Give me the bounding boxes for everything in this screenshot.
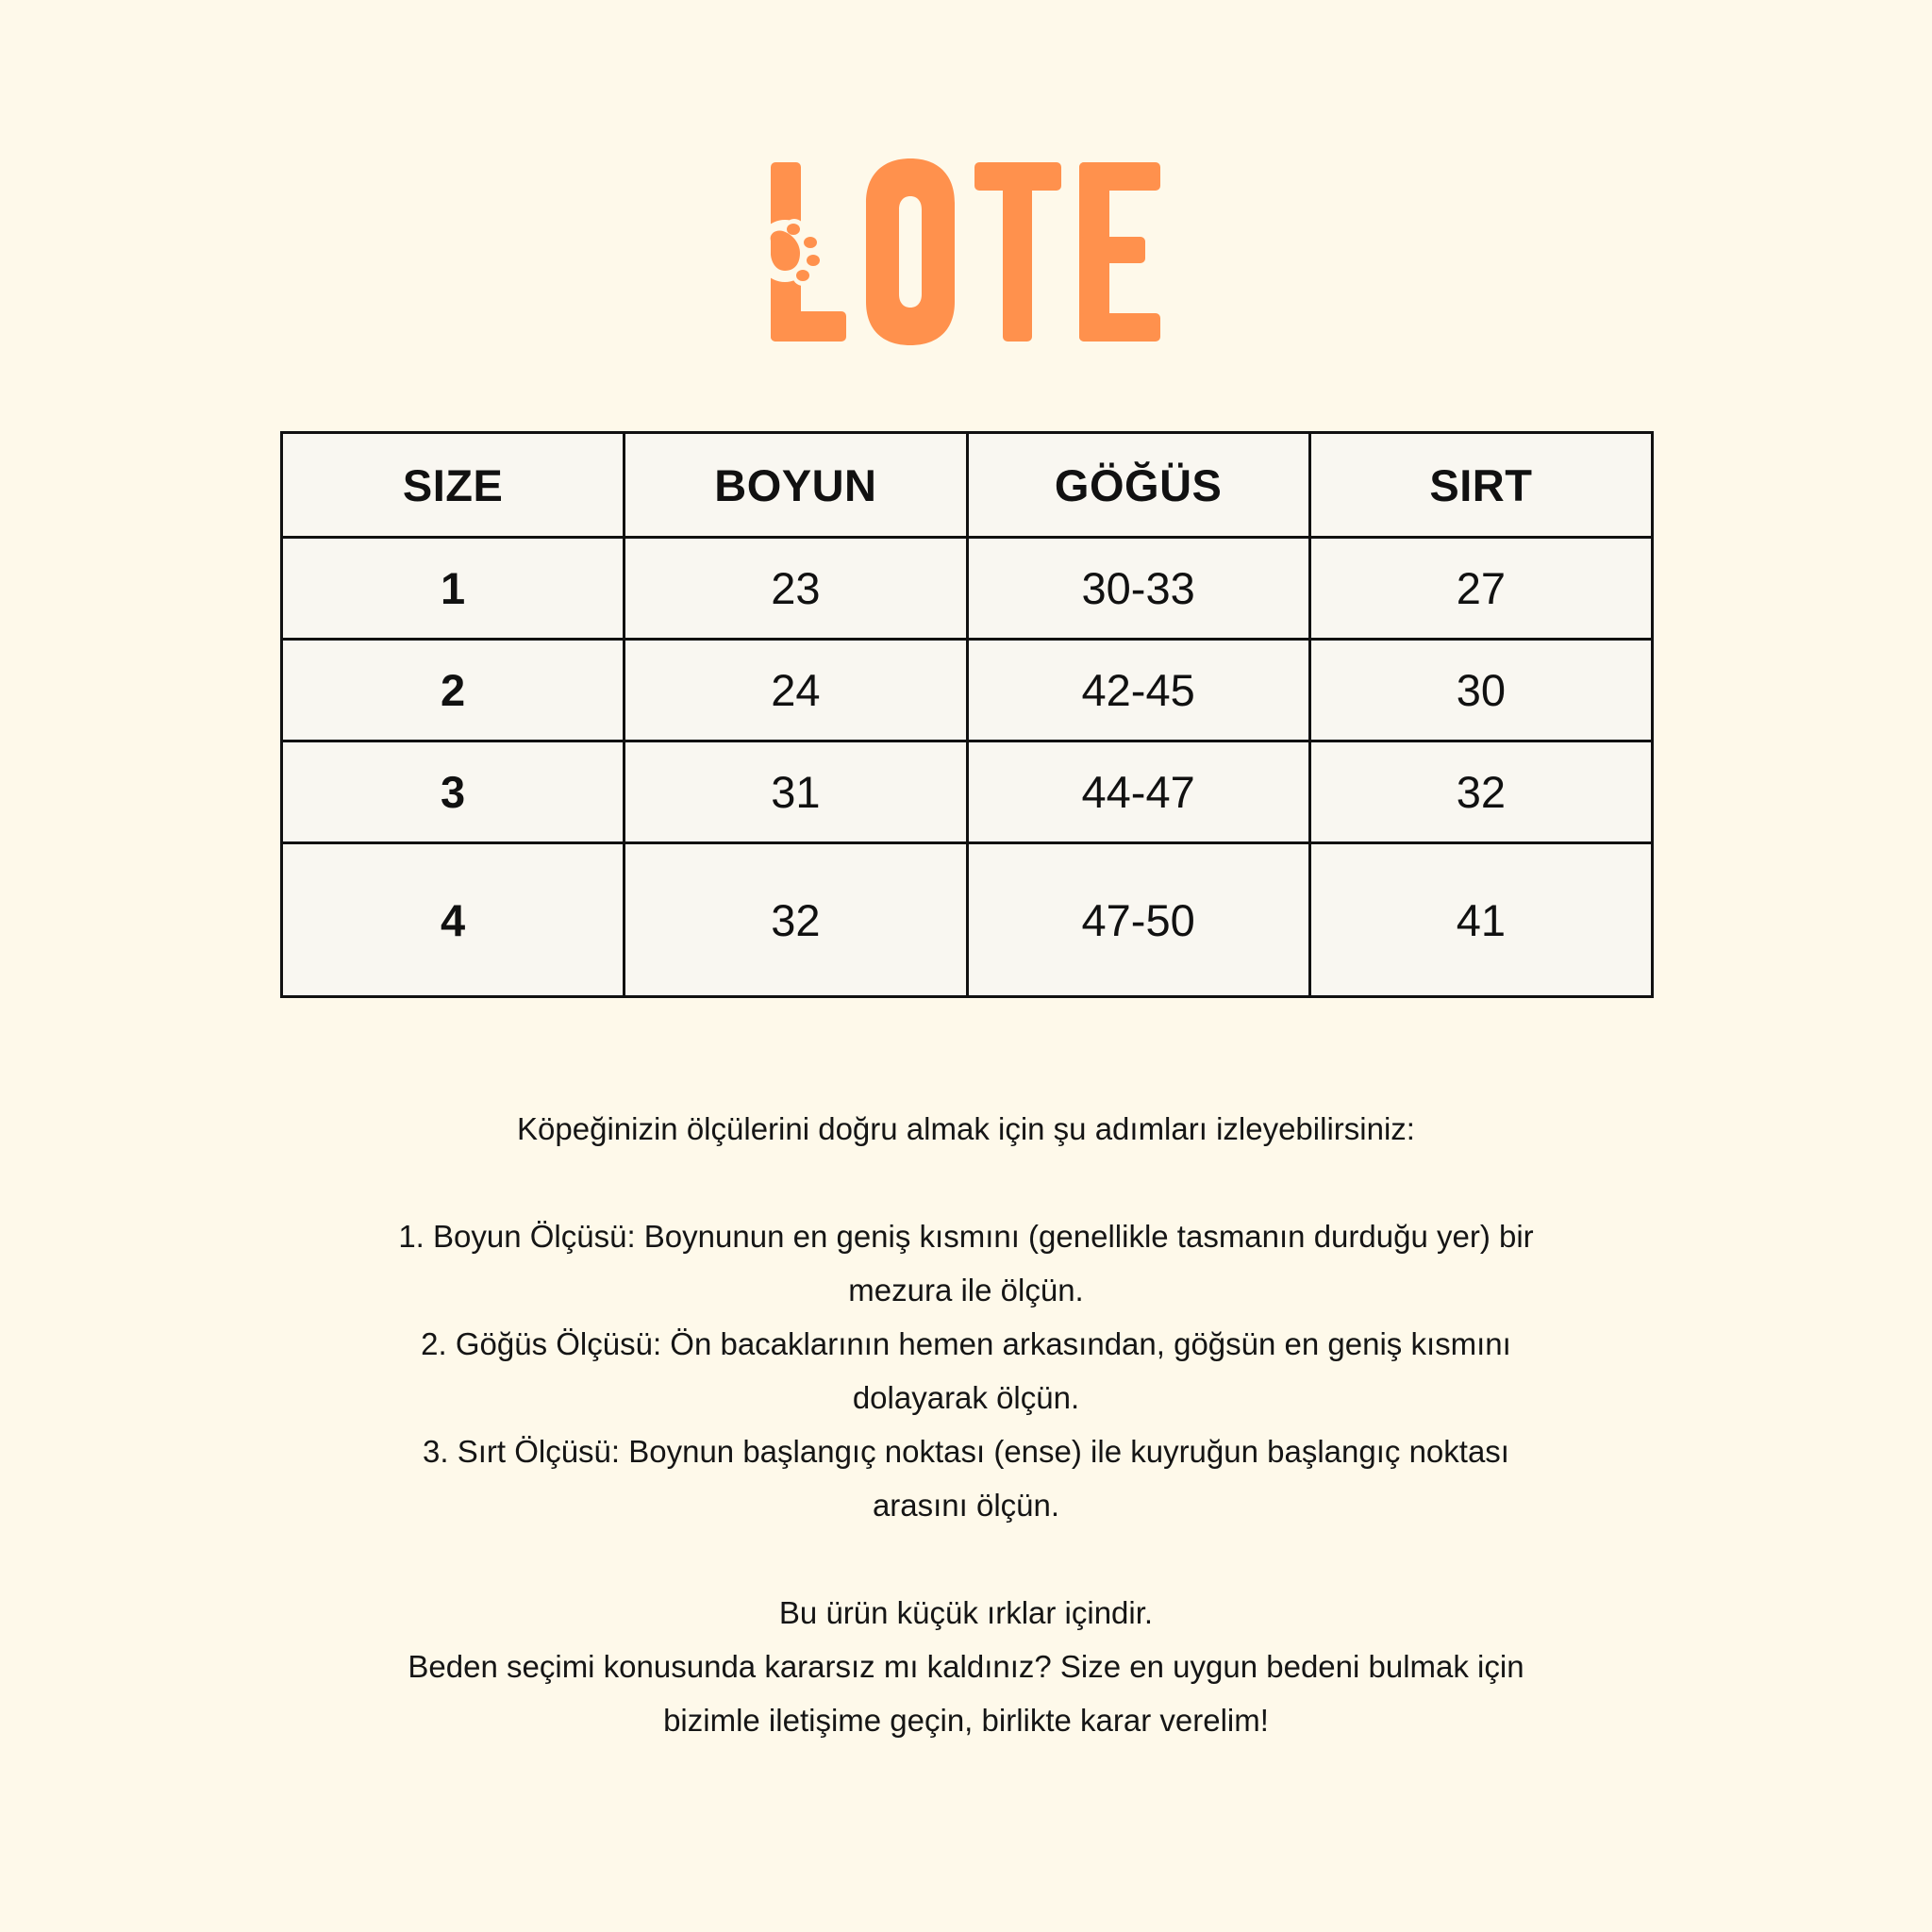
spacer [170,1156,1762,1209]
step-3-line-2: arasını ölçün. [872,1488,1060,1523]
contact-line-1: Beden seçimi konusunda kararsız mı kaldınız? Size en uygun bedeni bulmak için [408,1649,1524,1684]
step-2-line-2: dolayarak ölçün. [852,1380,1080,1415]
boyun-value: 32 [625,843,967,997]
small-breeds-note: Bu ürün küçük ırklar içindir. [778,1595,1154,1630]
size-chart-table [280,431,1654,998]
measurement-instructions [170,1102,1762,1747]
gogus-value: 42-45 [967,640,1309,741]
size-value: 3 [282,741,625,843]
logo-letter-e [1079,162,1160,341]
table-header-row [282,433,1653,538]
paw-icon [764,219,824,286]
gogus-value: 30-33 [967,538,1309,640]
header-gogus: GÖĞÜS [967,433,1309,538]
boyun-value: 23 [625,538,967,640]
logo-letter-t [974,162,1061,341]
header-boyun: BOYUN [625,433,967,538]
brand-logo [764,151,1170,354]
gogus-value: 44-47 [967,741,1309,843]
contact-line-2: bizimle iletişime geçin, birlikte karar verelim! [663,1703,1269,1738]
sirt-value: 27 [1309,538,1652,640]
step-1-line-2: mezura ile ölçün. [848,1273,1084,1307]
boyun-value: 24 [625,640,967,741]
step-1-line-1: 1. Boyun Ölçüsü: Boynunun en geniş kısmını (genellikle tasmanın durduğu yer) bir [398,1219,1534,1254]
sirt-value: 41 [1309,843,1652,997]
header-sirt: SIRT [1309,433,1652,538]
table-row [282,640,1653,741]
step-3-line-1: 3. Sırt Ölçüsü: Boynun başlangıç noktası (ense) ile kuyruğun başlangıç noktası [423,1434,1509,1469]
table-row [282,741,1653,843]
instructions-intro: Köpeğinizin ölçülerini doğru almak için şu adımları izleyebilirsiniz: [517,1111,1415,1146]
spacer [170,1532,1762,1586]
size-value: 2 [282,640,625,741]
sirt-value: 30 [1309,640,1652,741]
table-row [282,843,1653,997]
header-size: SIZE [282,433,625,538]
boyun-value: 31 [625,741,967,843]
size-value: 1 [282,538,625,640]
gogus-value: 47-50 [967,843,1309,997]
sirt-value: 32 [1309,741,1652,843]
size-value: 4 [282,843,625,997]
logo-letter-o [866,158,955,345]
table-row [282,538,1653,640]
step-2-line-1: 2. Göğüs Ölçüsü: Ön bacaklarının hemen arkasından, göğsün en geniş kısmını [421,1326,1511,1361]
